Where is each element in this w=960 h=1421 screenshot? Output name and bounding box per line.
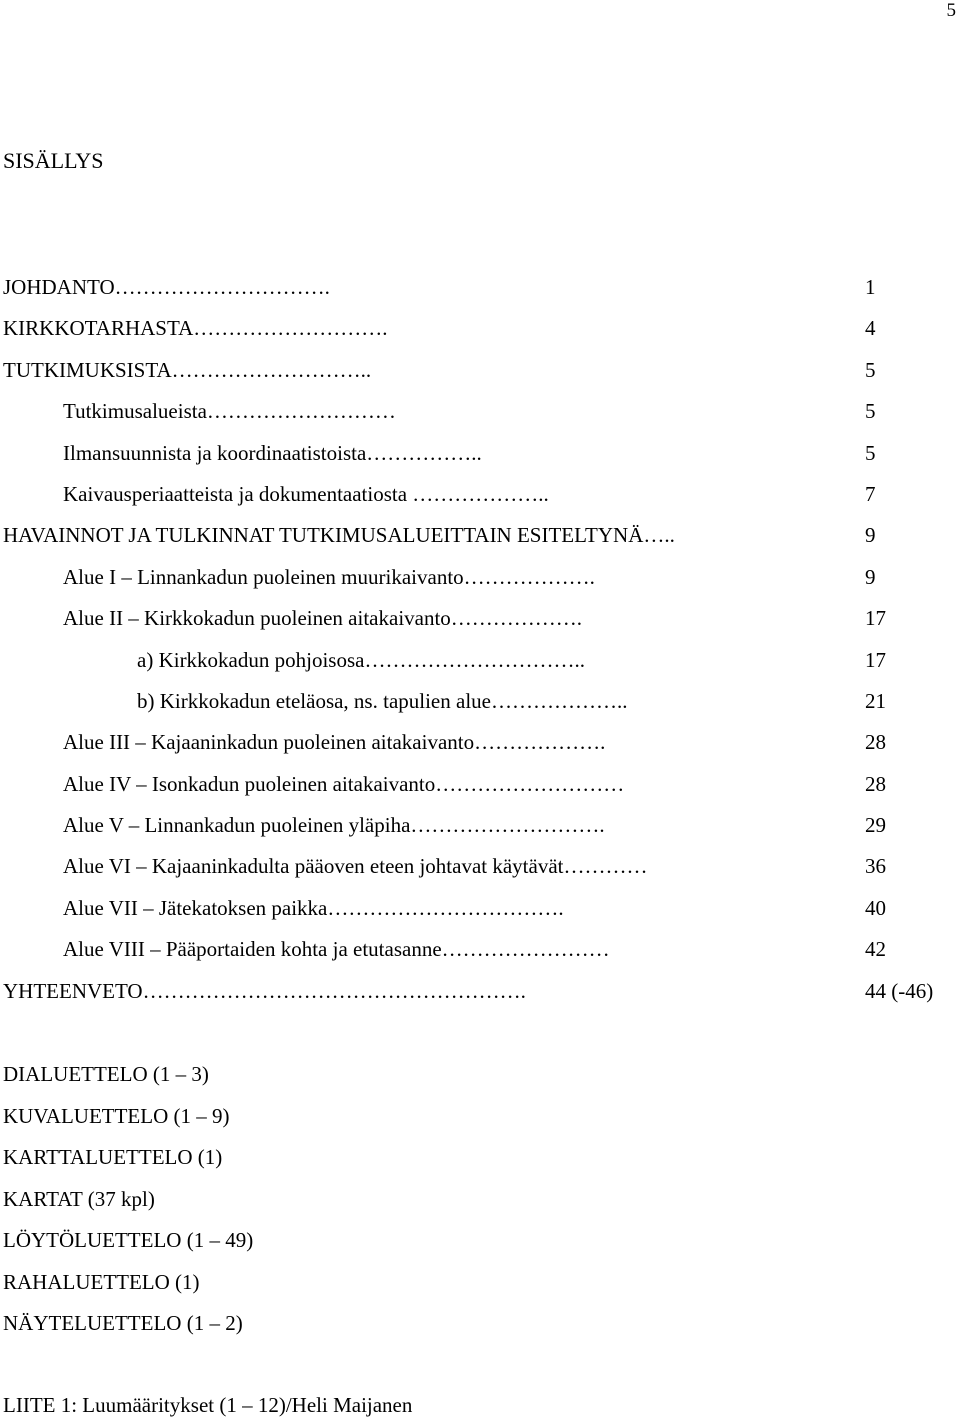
toc-entry-page: 42 [865,937,886,962]
toc-entry-title: Alue IV – Isonkadun puoleinen aitakaivanto……………………… [63,771,625,796]
toc-entry-ilmansuunnista [0,438,960,479]
toc-entry-title: KIRKKOTARHASTA………………………. [3,316,388,341]
toc-entry-alue-2b [0,686,960,727]
toc-entry-tutkimuksista [0,355,960,396]
toc-entry-kirkkotarhasta [0,313,960,354]
toc-entry-page: 9 [865,564,876,589]
toc-entry-page: 5 [865,357,876,382]
appendix-line: LIITE 1: Luumääritykset (1 – 12)/Heli Maijanen [3,1393,413,1417]
toc-entry-alue-4 [0,769,960,810]
toc-entry-title: Alue I – Linnankadun puoleinen muurikaivanto………………. [63,564,595,589]
catalogue-list [3,1059,253,1350]
toc-entry-alue-2a [0,645,960,686]
list-item-nayteluettelo: NÄYTELUETTELO (1 – 2) [3,1311,243,1335]
list-item-dialuettelo: DIALUETTELO (1 – 3) [3,1062,209,1086]
toc-entry-page: 9 [865,523,876,548]
toc-entry-title: a) Kirkkokadun pohjoisosa………………………….. [137,647,585,672]
toc-entry-title: Tutkimusalueista……………………… [63,399,396,424]
list-item-kartat: KARTAT (37 kpl) [3,1186,155,1211]
toc-entry-title: HAVAINNOT JA TULKINNAT TUTKIMUSALUEITTAIN ESITELTYNÄ….. [3,523,675,548]
toc-entry-alue-3 [0,727,960,768]
toc-entry-page: 7 [865,481,876,506]
page-title: SISÄLLYS [3,148,104,173]
toc-entry-title: Alue VIII – Pääportaiden kohta ja etutasanne…………………… [63,937,610,962]
toc-entry-title: b) Kirkkokadun eteläosa, ns. tapulien alue……………….. [137,688,628,713]
toc-entry-alue-8 [0,934,960,975]
toc-entry-havainnot [0,520,960,561]
table-of-contents [0,272,960,1017]
toc-entry-title: TUTKIMUKSISTA……………………….. [3,357,372,382]
toc-entry-title: Kaivausperiaatteista ja dokumentaatiosta ……………….. [63,481,549,506]
list-item-rahaluettelo: RAHALUETTELO (1) [3,1269,200,1294]
toc-entry-page: 17 [865,606,886,631]
toc-entry-alue-2 [0,603,960,644]
toc-entry-title: JOHDANTO…………………………. [3,275,330,299]
toc-entry-yhteenveto [0,976,960,1017]
toc-entry-alue-5 [0,810,960,851]
toc-entry-page: 36 [865,854,886,879]
toc-entry-title: Alue II – Kirkkokadun puoleinen aitakaivanto………………. [63,606,583,631]
toc-entry-page: 5 [865,399,876,424]
toc-entry-alue-7 [0,893,960,934]
toc-entry-johdanto [0,272,960,313]
toc-entry-kaivausperiaatteista [0,479,960,520]
list-item-loytoluettelo: LÖYTÖLUETTELO (1 – 49) [3,1228,254,1252]
toc-entry-page: 40 [865,895,886,920]
toc-entry-title: Alue V – Linnankadun puoleinen yläpiha………………………. [63,813,605,838]
toc-entry-title: Alue VII – Jätekatoksen paikka……………………………. [63,895,564,920]
toc-entry-title: Ilmansuunnista ja koordinaatistoista…………….. [63,440,482,465]
toc-entry-title: YHTEENVETO………………………………………………. [3,978,526,1003]
toc-entry-alue-6 [0,851,960,892]
toc-entry-page: 28 [865,771,886,796]
toc-entry-page: 5 [865,440,876,465]
toc-entry-page: 21 [865,688,886,713]
toc-entry-page: 28 [865,730,886,755]
toc-entry-page: 44 (-46) [865,978,934,1003]
toc-entry-page: 29 [865,813,886,838]
list-item-karttaluettelo: KARTTALUETTELO (1) [3,1145,223,1169]
toc-entry-title: Alue III – Kajaaninkadun puoleinen aitakaivanto………………. [63,730,606,755]
toc-entry-tutkimusalueista [0,396,960,437]
toc-entry-alue-1 [0,562,960,603]
toc-entry-title: Alue VI – Kajaaninkadulta pääoven eteen johtavat käytävät………… [63,854,648,879]
toc-entry-page: 1 [865,275,876,299]
toc-entry-page: 17 [865,647,886,672]
list-item-kuvaluettelo: KUVALUETTELO (1 – 9) [3,1103,230,1128]
page-number: 5 [946,0,956,21]
toc-entry-page: 4 [865,316,876,341]
